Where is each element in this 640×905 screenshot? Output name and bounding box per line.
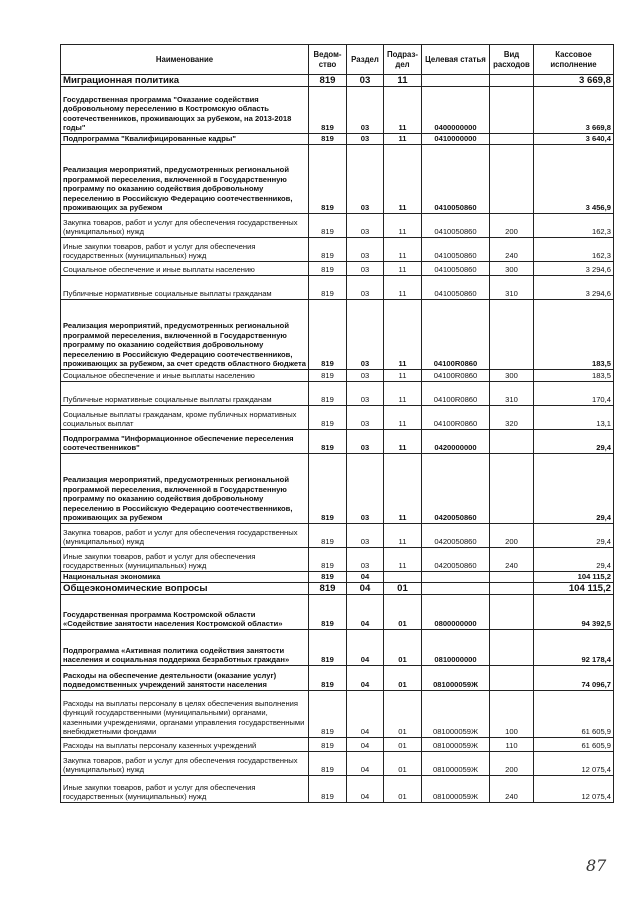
cell-section: 03	[347, 238, 384, 262]
cell-section: 03	[347, 262, 384, 276]
cell-amount: 61 605,9	[534, 691, 614, 738]
cell-name: Расходы на выплаты персоналу казенных учреждений	[61, 738, 309, 752]
cell-dept: 819	[309, 370, 347, 382]
cell-section: 03	[347, 87, 384, 134]
cell-name: Миграционная политика	[61, 75, 309, 87]
table-row	[61, 548, 614, 572]
cell-amount: 162,3	[534, 238, 614, 262]
cell-dept: 819	[309, 75, 347, 87]
cell-type	[490, 595, 534, 630]
cell-target: 0420000000	[422, 430, 490, 454]
cell-name: Публичные нормативные социальные выплаты гражданам	[61, 276, 309, 300]
cell-target: 0800000000	[422, 595, 490, 630]
cell-subsection: 11	[384, 262, 422, 276]
table-row	[61, 214, 614, 238]
cell-subsection: 11	[384, 454, 422, 524]
cell-target: 0410050860	[422, 145, 490, 214]
table-row	[61, 300, 614, 370]
cell-target: 04100R0860	[422, 382, 490, 406]
cell-dept: 819	[309, 430, 347, 454]
table-row	[61, 524, 614, 548]
cell-target: 0410050860	[422, 238, 490, 262]
cell-name: Закупка товаров, работ и услуг для обеспечения государственных (муниципальных) нужд	[61, 752, 309, 776]
cell-subsection: 01	[384, 691, 422, 738]
cell-name: Социальное обеспечение и иные выплаты населению	[61, 262, 309, 276]
cell-section: 03	[347, 276, 384, 300]
cell-amount: 13,1	[534, 406, 614, 430]
cell-section: 03	[347, 454, 384, 524]
cell-amount: 170,4	[534, 382, 614, 406]
table-header-row	[61, 45, 614, 75]
cell-section: 04	[347, 583, 384, 595]
cell-subsection: 11	[384, 87, 422, 134]
cell-subsection: 11	[384, 370, 422, 382]
cell-type	[490, 630, 534, 666]
cell-section: 03	[347, 214, 384, 238]
cell-target: 0410050860	[422, 276, 490, 300]
cell-amount: 92 178,4	[534, 630, 614, 666]
cell-subsection: 11	[384, 145, 422, 214]
cell-name: Национальная экономика	[61, 572, 309, 583]
header-name: Наименование	[61, 45, 309, 75]
cell-name: Государственная программа "Оказание содействия добровольному переселению в Костромскую область соотечественников, проживающих за рубежом, на 2013-2018 годы"	[61, 87, 309, 134]
cell-target	[422, 75, 490, 87]
cell-subsection: 01	[384, 752, 422, 776]
cell-target: 081000059Ж	[422, 666, 490, 691]
cell-target: 081000059Ж	[422, 752, 490, 776]
cell-name: Подпрограмма "Квалифицированные кадры"	[61, 134, 309, 145]
table-row	[61, 583, 614, 595]
cell-dept: 819	[309, 238, 347, 262]
cell-amount: 12 075,4	[534, 776, 614, 803]
table-row	[61, 262, 614, 276]
table-row	[61, 238, 614, 262]
cell-type	[490, 454, 534, 524]
cell-type: 200	[490, 524, 534, 548]
table-row	[61, 776, 614, 803]
cell-subsection: 01	[384, 630, 422, 666]
cell-type: 110	[490, 738, 534, 752]
cell-subsection: 11	[384, 300, 422, 370]
table-row	[61, 406, 614, 430]
cell-subsection: 11	[384, 524, 422, 548]
cell-type	[490, 87, 534, 134]
cell-type: 310	[490, 382, 534, 406]
table-row	[61, 454, 614, 524]
cell-subsection: 01	[384, 595, 422, 630]
cell-dept: 819	[309, 666, 347, 691]
cell-dept: 819	[309, 548, 347, 572]
cell-amount: 29,4	[534, 548, 614, 572]
cell-section: 03	[347, 300, 384, 370]
cell-name: Расходы на обеспечение деятельности (оказание услуг) подведомственных учреждений занятости населения	[61, 666, 309, 691]
cell-type: 240	[490, 776, 534, 803]
table-row	[61, 276, 614, 300]
cell-type: 240	[490, 238, 534, 262]
cell-dept: 819	[309, 572, 347, 583]
cell-amount: 3 294,6	[534, 276, 614, 300]
table-row	[61, 75, 614, 87]
cell-amount: 61 605,9	[534, 738, 614, 752]
cell-amount: 3 669,8	[534, 87, 614, 134]
table-row	[61, 572, 614, 583]
cell-name: Социальное обеспечение и иные выплаты населению	[61, 370, 309, 382]
cell-type	[490, 134, 534, 145]
cell-type	[490, 430, 534, 454]
table-row	[61, 595, 614, 630]
cell-type	[490, 145, 534, 214]
cell-target: 0420050860	[422, 548, 490, 572]
cell-amount: 3 669,8	[534, 75, 614, 87]
cell-subsection: 11	[384, 214, 422, 238]
cell-name: Иные закупки товаров, работ и услуг для обеспечения государственных (муниципальных) нужд	[61, 548, 309, 572]
cell-type: 310	[490, 276, 534, 300]
cell-section: 03	[347, 75, 384, 87]
cell-type	[490, 300, 534, 370]
cell-dept: 819	[309, 262, 347, 276]
cell-name: Реализация мероприятий, предусмотренных региональной программой переселения, включенной в Государственную программу по оказанию содействия добровольному переселению в Российскую Федерацию соотечественников, проживающих за рубежом	[61, 454, 309, 524]
cell-target	[422, 572, 490, 583]
table-body	[61, 75, 614, 803]
cell-type: 300	[490, 262, 534, 276]
cell-name: Подпрограмма "Информационное обеспечение переселения соотечественников"	[61, 430, 309, 454]
cell-section: 04	[347, 691, 384, 738]
cell-subsection: 11	[384, 75, 422, 87]
cell-section: 04	[347, 752, 384, 776]
table-row	[61, 382, 614, 406]
cell-subsection: 11	[384, 406, 422, 430]
cell-section: 04	[347, 572, 384, 583]
header-subsection: Подраз-дел	[384, 45, 422, 75]
cell-name: Расходы на выплаты персоналу в целях обеспечения выполнения функций государственными (муниципальными) органами, казенными учреждениями, органами управления государственными внебюджетными фондами	[61, 691, 309, 738]
cell-target: 0410050860	[422, 262, 490, 276]
cell-amount: 29,4	[534, 454, 614, 524]
cell-name: Закупка товаров, работ и услуг для обеспечения государственных (муниципальных) нужд	[61, 524, 309, 548]
cell-name: Иные закупки товаров, работ и услуг для обеспечения государственных (муниципальных) нужд	[61, 776, 309, 803]
cell-section: 03	[347, 145, 384, 214]
cell-name: Общеэкономические вопросы	[61, 583, 309, 595]
cell-dept: 819	[309, 454, 347, 524]
cell-dept: 819	[309, 214, 347, 238]
cell-type: 300	[490, 370, 534, 382]
table-row	[61, 87, 614, 134]
cell-target: 0410000000	[422, 134, 490, 145]
cell-dept: 819	[309, 382, 347, 406]
cell-name: Закупка товаров, работ и услуг для обеспечения государственных (муниципальных) нужд	[61, 214, 309, 238]
cell-dept: 819	[309, 524, 347, 548]
table-row	[61, 666, 614, 691]
cell-amount: 162,3	[534, 214, 614, 238]
cell-section: 04	[347, 776, 384, 803]
table-row	[61, 630, 614, 666]
cell-subsection	[384, 572, 422, 583]
page-number: 87	[586, 856, 607, 875]
cell-amount: 94 392,5	[534, 595, 614, 630]
cell-section: 03	[347, 370, 384, 382]
header-dept: Ведом-ство	[309, 45, 347, 75]
cell-section: 03	[347, 524, 384, 548]
cell-target: 0400000000	[422, 87, 490, 134]
cell-name: Реализация мероприятий, предусмотренных региональной программой переселения, включенной в Государственную программу по оказанию содействия добровольному переселению в Российскую Федерацию соотечественников, проживающих за рубежом	[61, 145, 309, 214]
cell-type: 320	[490, 406, 534, 430]
cell-amount: 104 115,2	[534, 572, 614, 583]
cell-type: 200	[490, 214, 534, 238]
cell-dept: 819	[309, 145, 347, 214]
cell-type: 100	[490, 691, 534, 738]
table-row	[61, 134, 614, 145]
cell-section: 04	[347, 666, 384, 691]
cell-subsection: 01	[384, 738, 422, 752]
cell-target: 0810000000	[422, 630, 490, 666]
cell-type: 200	[490, 752, 534, 776]
cell-subsection: 01	[384, 583, 422, 595]
cell-dept: 819	[309, 276, 347, 300]
cell-dept: 819	[309, 134, 347, 145]
cell-subsection: 11	[384, 238, 422, 262]
cell-subsection: 11	[384, 430, 422, 454]
cell-type	[490, 75, 534, 87]
cell-dept: 819	[309, 87, 347, 134]
cell-type	[490, 666, 534, 691]
table-row	[61, 691, 614, 738]
cell-section: 03	[347, 406, 384, 430]
cell-target: 081000059Ж	[422, 691, 490, 738]
cell-section: 04	[347, 630, 384, 666]
cell-type	[490, 572, 534, 583]
header-amount: Кассовое исполнение	[534, 45, 614, 75]
cell-name: Реализация мероприятий, предусмотренных региональной программой переселения, включенной в Государственную программу по оказанию содействия добровольному переселению в Российскую Федерацию соотечественников, проживающих за рубежом, за счет средств областного бюджета	[61, 300, 309, 370]
cell-subsection: 01	[384, 666, 422, 691]
cell-amount: 74 096,7	[534, 666, 614, 691]
cell-section: 03	[347, 548, 384, 572]
cell-target	[422, 583, 490, 595]
cell-dept: 819	[309, 406, 347, 430]
cell-section: 04	[347, 738, 384, 752]
cell-amount: 29,4	[534, 524, 614, 548]
cell-amount: 183,5	[534, 300, 614, 370]
cell-target: 081000059Ж	[422, 776, 490, 803]
cell-section: 04	[347, 595, 384, 630]
cell-subsection: 11	[384, 276, 422, 300]
cell-target: 04100R0860	[422, 406, 490, 430]
cell-subsection: 11	[384, 134, 422, 145]
cell-dept: 819	[309, 776, 347, 803]
cell-amount: 3 456,9	[534, 145, 614, 214]
cell-subsection: 11	[384, 382, 422, 406]
cell-dept: 819	[309, 752, 347, 776]
table-row	[61, 370, 614, 382]
cell-subsection: 01	[384, 776, 422, 803]
cell-amount: 104 115,2	[534, 583, 614, 595]
cell-dept: 819	[309, 691, 347, 738]
cell-type	[490, 583, 534, 595]
cell-section: 03	[347, 134, 384, 145]
cell-target: 0420050860	[422, 524, 490, 548]
cell-name: Публичные нормативные социальные выплаты гражданам	[61, 382, 309, 406]
budget-table	[60, 44, 614, 803]
cell-type: 240	[490, 548, 534, 572]
cell-amount: 29,4	[534, 430, 614, 454]
cell-name: Социальные выплаты гражданам, кроме публичных нормативных социальных выплат	[61, 406, 309, 430]
cell-dept: 819	[309, 738, 347, 752]
cell-target: 04100R0860	[422, 370, 490, 382]
cell-section: 03	[347, 382, 384, 406]
cell-section: 03	[347, 430, 384, 454]
header-type: Вид расходов	[490, 45, 534, 75]
cell-amount: 3 640,4	[534, 134, 614, 145]
header-section: Раздел	[347, 45, 384, 75]
header-target: Целевая статья	[422, 45, 490, 75]
cell-target: 0420050860	[422, 454, 490, 524]
cell-name: Подпрограмма «Активная политика содействия занятости населения и социальная поддержка безработных граждан»	[61, 630, 309, 666]
cell-target: 081000059Ж	[422, 738, 490, 752]
cell-dept: 819	[309, 583, 347, 595]
cell-target: 0410050860	[422, 214, 490, 238]
cell-dept: 819	[309, 595, 347, 630]
cell-subsection: 11	[384, 548, 422, 572]
cell-name: Государственная программа Костромской области «Содействие занятости населения Костромской области»	[61, 595, 309, 630]
cell-name: Иные закупки товаров, работ и услуг для обеспечения государственных (муниципальных) нужд	[61, 238, 309, 262]
table-row	[61, 752, 614, 776]
cell-dept: 819	[309, 630, 347, 666]
table-row	[61, 145, 614, 214]
table-row	[61, 738, 614, 752]
table-row	[61, 430, 614, 454]
cell-amount: 183,5	[534, 370, 614, 382]
cell-target: 04100R0860	[422, 300, 490, 370]
cell-dept: 819	[309, 300, 347, 370]
cell-amount: 12 075,4	[534, 752, 614, 776]
cell-amount: 3 294,6	[534, 262, 614, 276]
